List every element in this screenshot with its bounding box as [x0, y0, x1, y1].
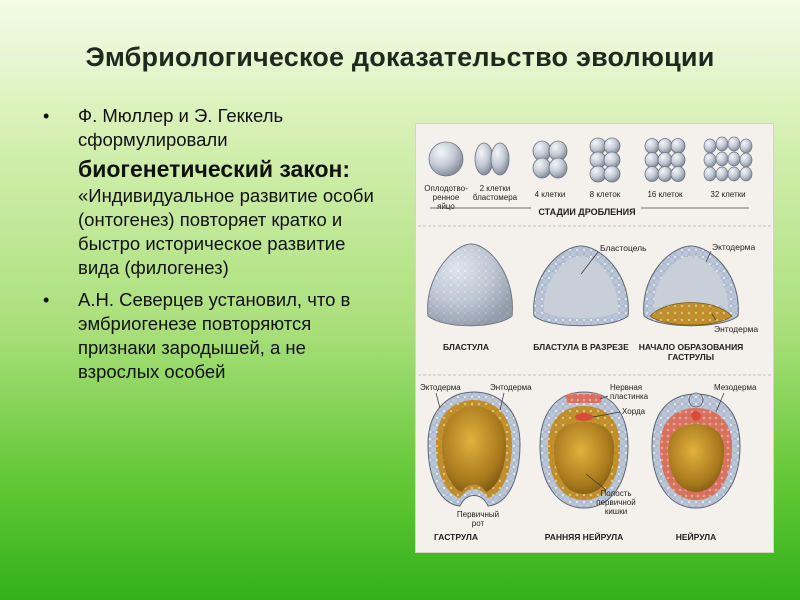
bullet-emphasis: биогенетический закон: — [78, 156, 351, 182]
zygote-cell — [429, 142, 463, 176]
neurula-caption: НЕЙРУЛА — [675, 532, 717, 542]
primary-mouth-label: рот — [471, 519, 485, 528]
neural-plate — [566, 394, 602, 403]
blastula-row — [428, 242, 759, 362]
neural-plate-label: Нервная — [610, 383, 643, 392]
blastocoel-label: Бластоцель — [600, 243, 647, 253]
bullet-marker: • — [43, 290, 50, 310]
neural-plate-label: пластинка — [610, 392, 649, 401]
notochord — [691, 411, 701, 421]
cleavage-label-two-cells: бластомера — [472, 193, 518, 202]
slide-title: Эмбриологическое доказательство эволюции — [85, 42, 715, 72]
primary-gut-cavity — [442, 406, 506, 492]
cleavage-caption: СТАДИИ ДРОБЛЕНИЯ — [538, 207, 636, 217]
bullet-text: А.Н. Северцев установил, что в эмбриогенезе повторяются признаки зародышей, а не взрослых особей — [78, 289, 351, 382]
endoderm-label-top: Энтодерма — [714, 324, 759, 334]
bullet-text: Ф. Мюллер и Э. Геккель сформулировали — [78, 105, 284, 150]
cleavage-row — [424, 137, 752, 217]
gut-cavity-label: первичной — [596, 498, 636, 507]
gut-cavity-label: кишки — [604, 507, 628, 516]
gastrula-caption: ГАСТРУЛА — [434, 532, 478, 542]
blastula-section-caption: БЛАСТУЛА В РАЗРЕЗЕ — [533, 342, 629, 352]
bullet-list — [40, 104, 385, 392]
cleavage-label-four-cells: 4 клетки — [534, 190, 566, 199]
mesoderm-label: Мезодерма — [714, 383, 757, 392]
eight-cell-stage — [590, 138, 620, 182]
sixteen-cell-stage — [645, 139, 685, 182]
cleavage-label-zygote: ренное — [432, 193, 460, 202]
early-gastrula — [644, 246, 739, 326]
gastrula — [428, 392, 520, 506]
two-cell-stage — [475, 143, 509, 175]
ectoderm-label-top: Эктодерма — [712, 242, 756, 252]
ectoderm-label: Эктодерма — [420, 383, 461, 392]
gastrulation-start-caption: НАЧАЛО ОБРАЗОВАНИЯ — [638, 342, 744, 352]
neurula — [652, 393, 740, 508]
bullet-item-severtsov — [40, 288, 385, 384]
embryo-illustration — [416, 124, 773, 552]
four-cell-stage — [533, 141, 567, 178]
cleavage-label-zygote: Оплодотво- — [424, 184, 468, 193]
notochord-label: Хорда — [622, 407, 646, 416]
endoderm-label: Энтодерма — [490, 383, 532, 392]
neurula-row — [420, 383, 757, 542]
gut-cavity-label: Полость — [600, 489, 632, 498]
bullet-item-biogenetic-law — [40, 104, 385, 280]
bullet-marker: • — [43, 106, 50, 126]
primary-mouth-label: Первичный — [456, 510, 500, 519]
neural-tube — [689, 393, 703, 407]
thirty-two-cell-stage — [704, 137, 752, 181]
embryo-development-figure — [415, 123, 774, 553]
gastrulation-start-caption: ГАСТРУЛЫ — [667, 352, 715, 362]
notochord — [575, 413, 593, 421]
blastula-caption: БЛАСТУЛА — [443, 342, 489, 352]
bullet-quote: «Индивидуальное развитие особи (онтогенез) повторяет кратко и быстро историческое развитие вида (филогенез) — [78, 185, 374, 278]
cleavage-label-thirty-two-cells: 32 клетки — [710, 190, 746, 199]
cleavage-label-zygote: яйцо — [437, 202, 455, 211]
cleavage-label-two-cells: 2 клетки — [479, 184, 511, 193]
cleavage-label-sixteen-cells: 16 клеток — [647, 190, 683, 199]
blastula-section — [534, 246, 629, 326]
cleavage-label-eight-cells: 8 клеток — [589, 190, 621, 199]
early-neurula-caption: РАННЯЯ НЕЙРУЛА — [544, 532, 624, 542]
